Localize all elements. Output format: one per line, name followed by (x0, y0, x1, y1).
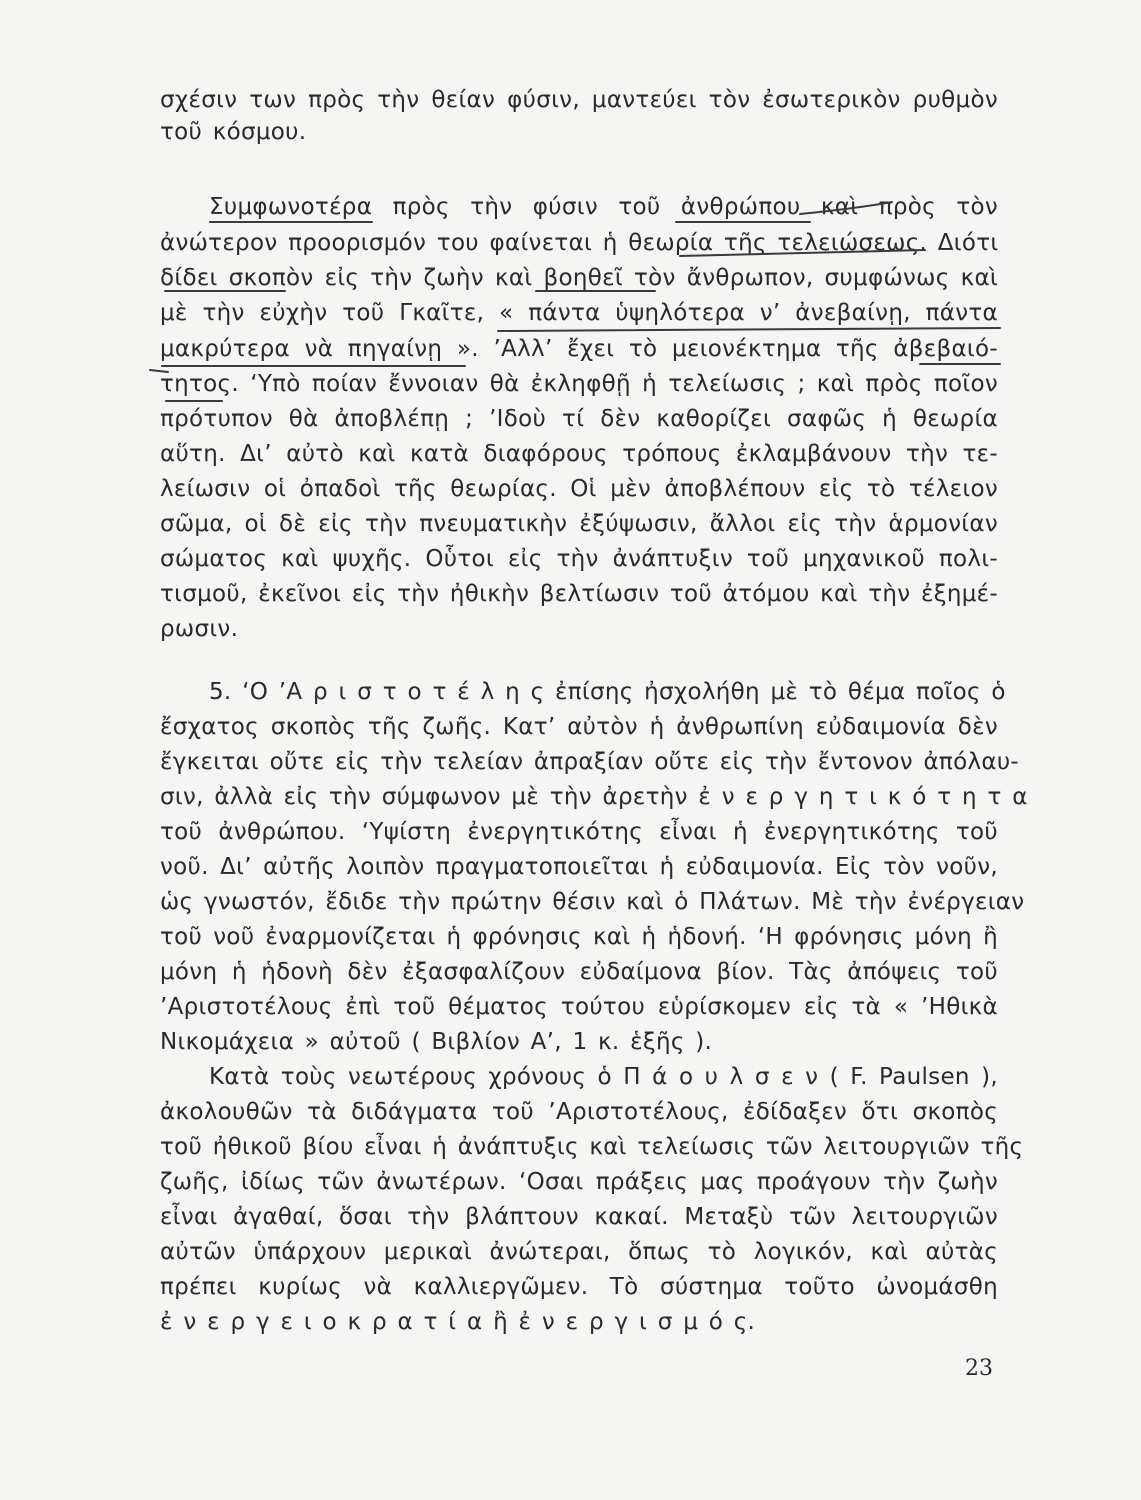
text-line: τοῦ ἠθικοῦ βίου εἶναι ἡ ἀνάπτυξις καὶ τελείωσις τῶν λειτουργιῶν τῆς (160, 1134, 1024, 1160)
text-line: μόνη ἡ ἡδονὴ δὲν ἐξασφαλίζουν εὐδαίμονα βίον. Τὰς ἀπόψεις τοῦ (160, 959, 998, 985)
text-line: ζωῆς, ἰδίως τῶν ἀνωτέρων. ‘Οσαι πράξεις μας προάγουν τὴν ζωὴν (160, 1169, 998, 1195)
text-line: Συμφωνοτέρα πρὸς τὴν φύσιν τοῦ ἀνθρώπου καὶ πρὸς τὸν (209, 194, 998, 220)
text-line: μὲ τὴν εὐχὴν τοῦ Γκαῖτε, « πάντα ὑψηλότερα ν’ ἀνεβαίνῃ, πάντα (160, 300, 998, 326)
text-line: 5. ‘Ο ’Α ρ ι σ τ ο τ έ λ η ς ἐπίσης ἠσχολήθη μὲ τὸ θέμα ποῖος ὁ (209, 679, 1006, 705)
text-line: πρέπει κυρίως νὰ καλλιεργῶμεν. Τὸ σύστημα τοῦτο ὠνομάσθη (160, 1274, 998, 1300)
underline-mark (680, 250, 925, 256)
text-line: πρότυπον θὰ ἀποβλέπῃ ; ’Ιδοὺ τί δὲν καθορίζει σαφῶς ἡ θεωρία (160, 406, 998, 432)
text-line: ἀκολουθῶν τὰ διδάγματα τοῦ ’Αριστοτέλους, ἐδίδαξεν ὅτι σκοπὸς (160, 1099, 998, 1125)
margin-tick (150, 370, 168, 372)
underline-mark (498, 328, 1000, 331)
text-line: αὕτη. Δι’ αὐτὸ καὶ κατὰ διαφόρους τρόπους ἐκλαμβάνουν τὴν τε- (160, 441, 998, 467)
text-line: αὐτῶν ὑπάρχουν μερικαὶ ἀνώτεραι, ὅπως τὸ λογικόν, καὶ αὐτὰς (160, 1239, 998, 1265)
text-line: Νικομάχεια » αὐτοῦ ( Βιβλίον Α’, 1 κ. ἑξῆς ). (160, 1029, 713, 1055)
text-line: ἔγκειται οὔτε εἰς τὴν τελείαν ἀπραξίαν οὔτε εἰς τὴν ἔντονον ἀπόλαυ- (160, 749, 1020, 775)
text-line: ἀνώτερον προορισμόν του φαίνεται ἡ θεωρία τῆς τελειώσεως. Διότι (160, 230, 999, 256)
text-line: νοῦ. Δι’ αὐτῆς λοιπὸν πραγματοποιεῖται ἡ εὐδαιμονία. Εἰς τὸν νοῦν, (160, 854, 998, 880)
text-line: τοῦ νοῦ ἐναρμονίζεται ἡ φρόνησις καὶ ἡ ἡδονή. ‘Η φρόνησις μόνη ἢ (160, 924, 998, 950)
strikethrough-mark (800, 202, 892, 214)
text-line: ἔσχατος σκοπὸς τῆς ζωῆς. Κατ’ αὐτὸν ἡ ἀνθρωπίνη εὐδαιμονία δὲν (160, 714, 998, 740)
text-line: ρωσιν. (160, 616, 239, 642)
text-line: σιν, ἀλλὰ εἰς τὴν σύμφωνον μὲ τὴν ἀρετὴν ἐ ν ε ρ γ η τ ι κ ό τ η τ α (160, 784, 1028, 810)
text-line: Κατὰ τοὺς νεωτέρους χρόνους ὁ Π ά ο υ λ σ ε ν ( F. Paulsen ), (209, 1064, 998, 1090)
text-line: λείωσιν οἱ ὀπαδοὶ τῆς θεωρίας. Οἱ μὲν ἀποβλέπουν εἰς τὸ τέλειον (160, 476, 998, 502)
text-line: μακρύτερα νὰ πηγαίνῃ ». ’Αλλ’ ἔχει τὸ μειονέκτημα τῆς ἀβεβαιό- (160, 336, 998, 362)
text-line: ’Αριστοτέλους ἐπὶ τοῦ θέματος τούτου εὑρίσκομεν εἰς τὰ « ’Ηθικὰ (160, 994, 998, 1020)
text-line: εἶναι ἀγαθαί, ὅσαι τὴν βλάπτουν κακαί. Μεταξὺ τῶν λειτουργιῶν (160, 1204, 998, 1230)
text-line: σώματος καὶ ψυχῆς. Οὗτοι εἰς τὴν ἀνάπτυξιν τοῦ μηχανικοῦ πολι- (160, 546, 998, 572)
page-number: 23 (965, 1356, 993, 1381)
text-line: ὡς γνωστόν, ἔδιδε τὴν πρώτην θέσιν καὶ ὁ Πλάτων. Μὲ τὴν ἐνέργειαν (160, 889, 1025, 915)
text-line: ἐ ν ε ρ γ ε ι ο κ ρ α τ ί α ἢ ἐ ν ε ρ γ ι σ μ ό ς. (160, 1309, 756, 1335)
text-line: τητος. ‘Υπὸ ποίαν ἔννοιαν θὰ ἐκληφθῇ ἡ τελείωσις ; καὶ πρὸς ποῖον (160, 371, 998, 397)
text-line: σχέσιν των πρὸς τὴν θείαν φύσιν, μαντεύει τὸν ἐσωτερικὸν ρυθμὸν (160, 87, 998, 113)
text-line: τοῦ κόσμου. (160, 119, 307, 145)
text-line: σῶμα, οἱ δὲ εἰς τὴν πνευματικὴν ἐξύψωσιν, ἄλλοι εἰς τὴν ἁρμονίαν (160, 511, 998, 537)
text-line: τισμοῦ, ἐκεῖνοι εἰς τὴν ἠθικὴν βελτίωσιν τοῦ ἀτόμου καὶ τὴν ἐξημέ- (160, 581, 998, 607)
text-line: τοῦ ἀνθρώπου. ‘Υψίστη ἐνεργητικότης εἶναι ἡ ἐνεργητικότης τοῦ (160, 819, 998, 845)
text-line: δίδει σκοπὸν εἰς τὴν ζωὴν καὶ βοηθεῖ τὸν ἄνθρωπον, συμφώνως καὶ (160, 265, 998, 291)
